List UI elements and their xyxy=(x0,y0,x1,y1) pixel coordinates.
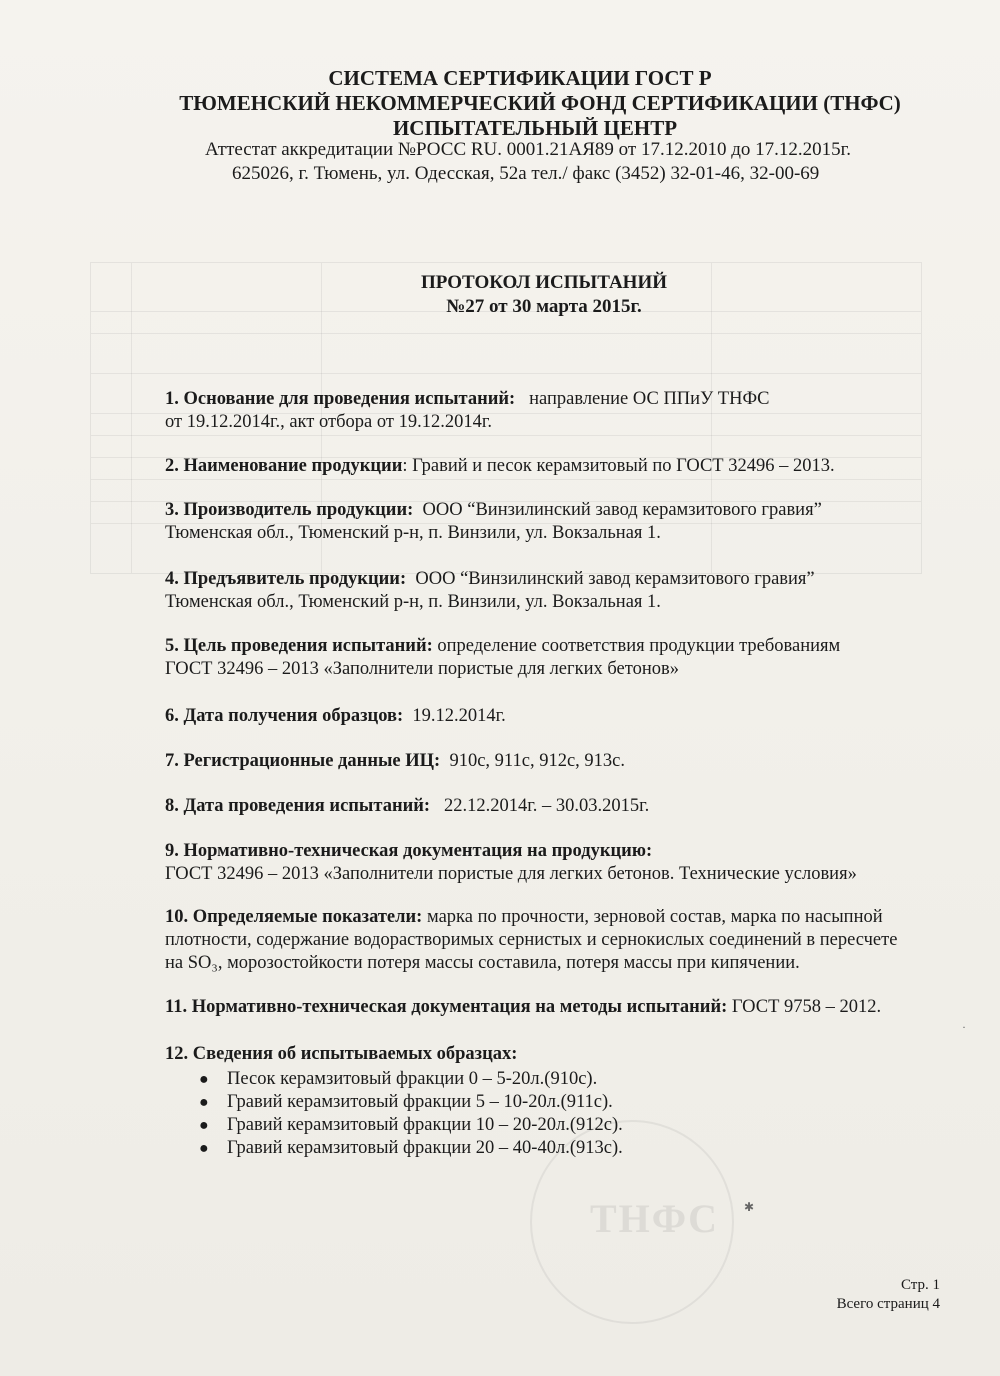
address-line: 625026, г. Тюмень, ул. Одесская, 52а тел./ факс (3452) 32-01-46, 32-00-69 xyxy=(232,163,820,184)
section-2-text: : Гравий и песок керамзитовый по ГОСТ 32496 – 2013. xyxy=(402,456,835,476)
certification-header xyxy=(0,66,1000,141)
section-10-text-2: плотности, содержание водорастворимых сернистых и сернокислых соединений в пересчете xyxy=(165,930,898,950)
protocol-number: №27 от 30 марта 2015г. xyxy=(446,296,642,317)
header-line-3: ИСПЫТАТЕЛЬНЫЙ ЦЕНТР xyxy=(392,116,678,140)
bullet-icon: ● xyxy=(199,1140,209,1157)
sample-item-4: Гравий керамзитовый фракции 20 – 40-40л.(913с). xyxy=(227,1138,623,1158)
header-line-2: ТЮМЕНСКИЙ НЕКОММЕРЧЕСКИЙ ФОНД СЕРТИФИКАЦИИ (ТНФС) xyxy=(179,91,901,115)
section-6 xyxy=(165,705,955,728)
sample-item-2: Гравий керамзитовый фракции 5 – 10-20л.(911с). xyxy=(227,1092,613,1112)
sample-item-3: Гравий керамзитовый фракции 10 – 20-20л.(912с). xyxy=(227,1115,623,1135)
section-11-label: 11. Нормативно-техническая документация на методы испытаний: xyxy=(165,997,728,1017)
sample-item-1: Песок керамзитовый фракции 0 – 5-20л.(910с). xyxy=(227,1069,598,1089)
section-5-text-1: определение соответствия продукции требованиям xyxy=(437,636,841,656)
section-2-label: 2. Наименование продукции xyxy=(165,456,403,476)
section-8-text: 22.12.2014г. – 30.03.2015г. xyxy=(443,796,650,816)
section-10 xyxy=(165,906,955,975)
section-4 xyxy=(165,568,955,614)
protocol-title xyxy=(0,271,1000,319)
list-item xyxy=(195,1091,623,1114)
page-number: Стр. 1 xyxy=(900,1277,940,1293)
section-8 xyxy=(165,795,955,818)
section-9 xyxy=(165,840,955,886)
bullet-icon: ● xyxy=(199,1071,209,1088)
bullet-icon: ● xyxy=(199,1094,209,1111)
section-7 xyxy=(165,750,955,773)
section-1-label: 1. Основание для проведения испытаний: xyxy=(165,389,516,409)
bullet-icon: ● xyxy=(199,1117,209,1134)
scan-speck: · xyxy=(962,1020,966,1034)
section-3-text-2: Тюменская обл., Тюменский р-н, п. Винзили, ул. Вокзальная 1. xyxy=(165,523,661,543)
section-1-text-2: от 19.12.2014г., акт отбора от 19.12.2014г. xyxy=(165,412,492,432)
protocol-title-line: ПРОТОКОЛ ИСПЫТАНИЙ xyxy=(420,272,668,293)
section-5-text-2: ГОСТ 32496 – 2013 «Заполнители пористые для легких бетонов» xyxy=(165,659,679,679)
section-1 xyxy=(165,388,955,434)
section-3-label: 3. Производитель продукции: xyxy=(165,500,414,520)
section-5 xyxy=(165,635,955,681)
section-5-label: 5. Цель проведения испытаний: xyxy=(165,636,433,656)
section-4-label: 4. Предъявитель продукции: xyxy=(165,569,407,589)
section-12-label: 12. Сведения об испытываемых образцах: xyxy=(165,1044,518,1064)
header-line-1: СИСТЕМА СЕРТИФИКАЦИИ ГОСТ Р xyxy=(328,66,712,90)
reverse-side-seal-mark: ТНФС xyxy=(590,1196,720,1241)
section-10-label: 10. Определяемые показатели: xyxy=(165,907,423,927)
sample-list xyxy=(195,1068,623,1160)
section-6-label: 6. Дата получения образцов: xyxy=(165,706,404,726)
list-item xyxy=(195,1114,623,1137)
section-2 xyxy=(165,455,955,478)
list-item xyxy=(195,1137,623,1160)
section-11-text: ГОСТ 9758 – 2012. xyxy=(731,997,882,1017)
section-6-text: 19.12.2014г. xyxy=(412,706,506,726)
section-9-text: ГОСТ 32496 – 2013 «Заполнители пористые для легких бетонов. Технические условия» xyxy=(165,864,857,884)
section-11 xyxy=(165,996,955,1019)
section-4-text-1: ООО “Винзилинский завод керамзитового гравия” xyxy=(415,569,815,589)
section-1-text-1: направление ОС ППиУ ТНФС xyxy=(529,389,770,409)
section-9-label: 9. Нормативно-техническая документация на продукцию: xyxy=(165,841,653,861)
list-item xyxy=(195,1068,623,1091)
section-3-text-1: ООО “Винзилинский завод керамзитового гравия” xyxy=(422,500,822,520)
section-10-text-3: на SO₃, морозостойкости потеря массы составила, потеря массы при кипячении. xyxy=(165,953,800,973)
scan-speck: ✱ xyxy=(744,1200,755,1214)
section-7-text: 910с, 911с, 912с, 913с. xyxy=(449,751,626,771)
section-10-text-1: марка по прочности, зерновой состав, марка по насыпной xyxy=(426,907,883,927)
section-8-label: 8. Дата проведения испытаний: xyxy=(165,796,431,816)
section-7-label: 7. Регистрационные данные ИЦ: xyxy=(165,751,441,771)
accreditation-line: Аттестат аккредитации №РОСС RU. 0001.21АЯ89 от 17.12.2010 до 17.12.2015г. xyxy=(205,139,852,160)
section-12 xyxy=(165,1043,955,1066)
section-4-text-2: Тюменская обл., Тюменский р-н, п. Винзили, ул. Вокзальная 1. xyxy=(165,592,661,612)
total-pages: Всего страниц 4 xyxy=(836,1296,940,1312)
page-footer xyxy=(837,1276,940,1314)
section-3 xyxy=(165,499,955,545)
